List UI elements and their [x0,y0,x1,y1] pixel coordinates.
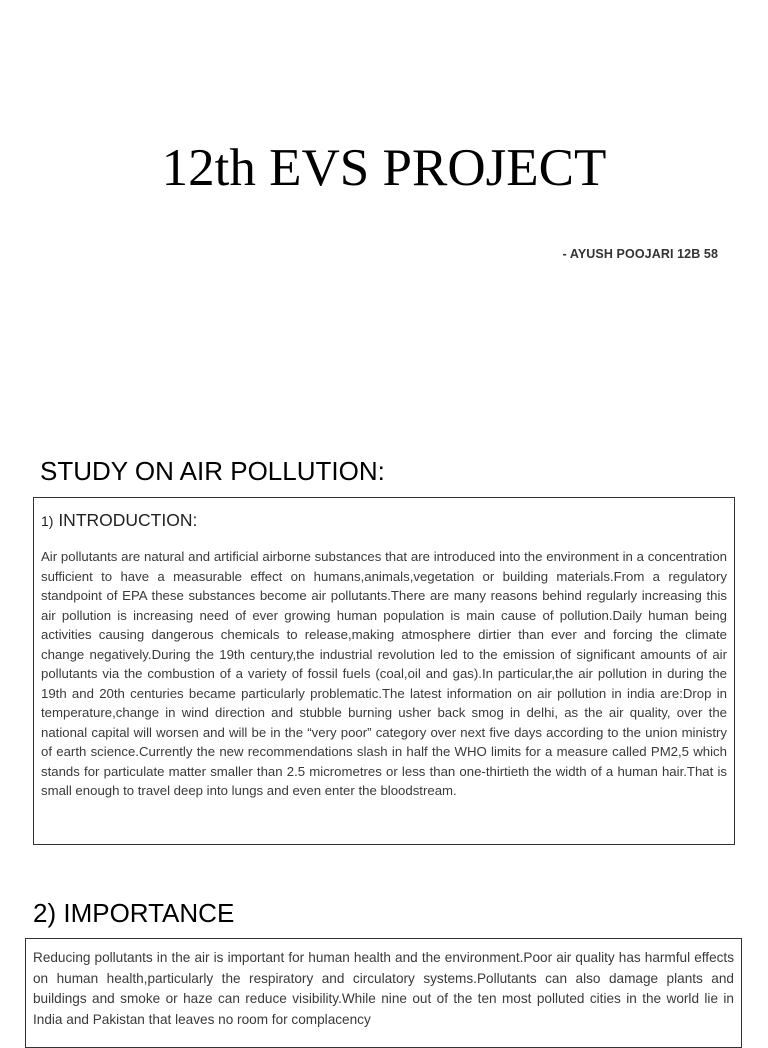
page-title: 12th EVS PROJECT [161,139,607,197]
importance-box [25,938,742,1048]
introduction-box [33,497,735,845]
importance-heading: 2) IMPORTANCE [33,898,235,928]
study-heading: STUDY ON AIR POLLUTION: [40,456,385,486]
introduction-paragraph: Air pollutants are natural and artificial airborne substances that are introduced into the environment in a concentration sufficient to have a measurable effect on humans,animals,vegetation or building materials.From a regulatory standpoint of EPA these substances become air pollutants.There are many reasons behind regularly increasing this air pollution is increasing need of ever growing human population is main cause of pollution.Daily human being activities causing dangerous chemicals to release,making atmosphere dirtier than ever and forcing the climate change negatively.During the 19th century,the industrial revolution led to the emission of significant amounts of air pollutants via the combustion of a variety of fossil fuels (coal,oil and gas).In particular,the air pollution in during the 19th and 20th centuries became particularly problematic.The latest information on air pollution in india are:Drop in temperature,change in wind direction and stubble burning usher back smog in delhi, as the air quality, over the national capital will worsen and will be in the “very poor” category over next five days according to the union ministry of earth science.Currently the new recommendations slash in half the WHO limits for a measure called PM2,5 which stands for particulate matter smaller than 2.5 micrometres or less than one-thirtieth the width of a human hair.That is small enough to travel deep into lungs and even enter the bloodstream. [41,549,727,798]
author-line: - AYUSH POOJARI 12B 58 [562,247,718,261]
introduction-heading [41,508,727,533]
importance-paragraph: Reducing pollutants in the air is important for human health and the environment.Poor air quality has harmful effects on human health,particularly the respiratory and circulatory systems.Pollutants can also damage plants and buildings and smoke or haze can reduce visibility.While nine out of the ten most polluted cities in the world lie in India and Pakistan that leaves no room for complacency [33,950,734,1027]
introduction-number: 1) [41,513,54,529]
introduction-heading-text: INTRODUCTION: [53,510,198,530]
